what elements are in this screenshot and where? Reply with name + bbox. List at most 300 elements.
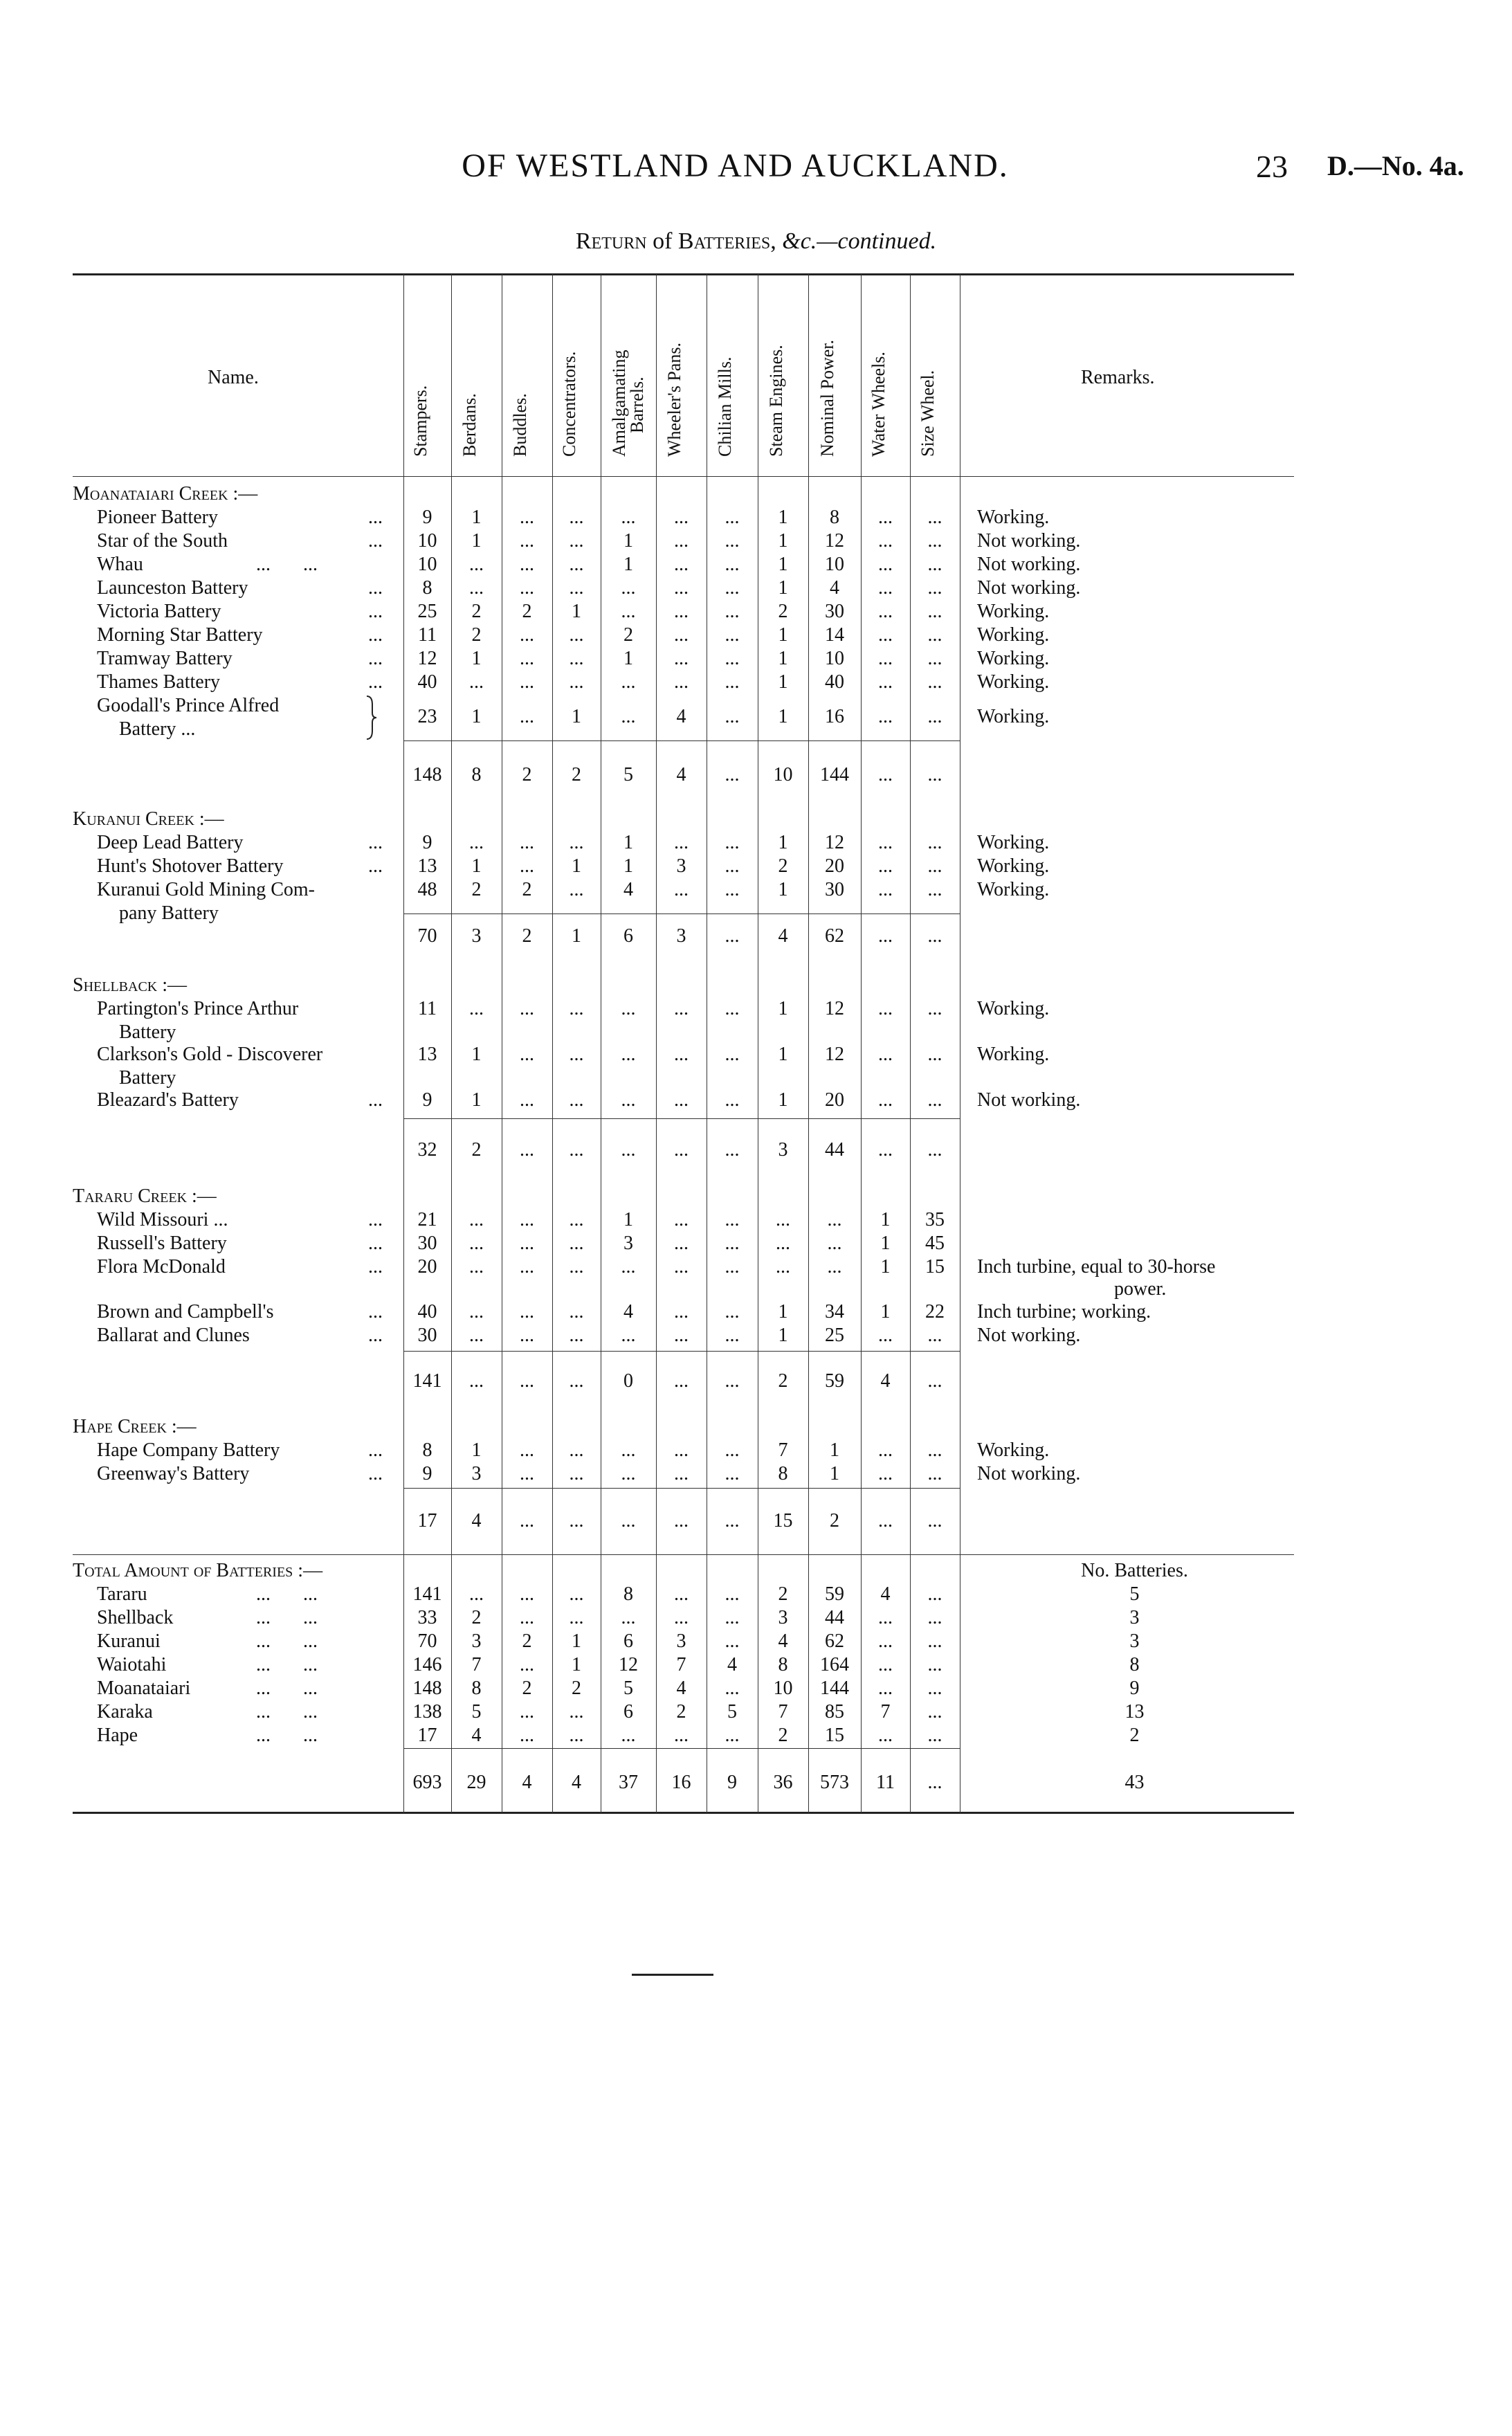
table-row <box>0 1439 1512 1463</box>
remark: Working. <box>977 879 1050 900</box>
data-cell: ... <box>725 1439 740 1461</box>
subtotal-rule <box>403 1351 960 1352</box>
total-cell: 4 <box>572 1772 581 1793</box>
page-title: OF WESTLAND AND AUCKLAND. <box>462 147 1009 184</box>
leader-dots: ... <box>368 648 383 669</box>
table-row <box>0 1256 1512 1300</box>
total-cell: ... <box>927 1510 942 1531</box>
data-cell: ... <box>621 1089 636 1111</box>
data-cell: 12 <box>825 832 844 853</box>
remark: Working. <box>977 624 1050 646</box>
data-cell: ... <box>569 624 584 646</box>
column-header-line: Barrels. <box>627 376 647 433</box>
column-header-amalgamating-barrels <box>610 318 646 457</box>
total-cell: 70 <box>417 925 437 947</box>
data-cell: 1 <box>572 1654 581 1675</box>
data-cell: ... <box>878 554 893 575</box>
data-cell: 12 <box>825 530 844 552</box>
data-cell: ... <box>520 1725 534 1746</box>
data-cell: 2 <box>522 601 532 622</box>
total-cell: ... <box>674 1510 689 1531</box>
total-cell: 62 <box>825 925 844 947</box>
data-cell: 1 <box>623 1209 633 1230</box>
data-cell: ... <box>725 855 740 877</box>
data-cell: 45 <box>925 1233 945 1254</box>
total-cell: ... <box>725 764 740 785</box>
data-cell: ... <box>621 1044 636 1065</box>
data-cell: ... <box>927 1325 942 1346</box>
data-cell: ... <box>569 530 584 552</box>
data-cell: 1 <box>778 648 788 669</box>
total-cell: ... <box>674 1139 689 1161</box>
data-cell: 4 <box>727 1654 737 1675</box>
data-cell: 40 <box>825 671 844 693</box>
total-cell: 4 <box>676 764 686 785</box>
remark: Not working. <box>977 530 1081 552</box>
data-cell: ... <box>674 507 689 528</box>
data-cell: ... <box>674 530 689 552</box>
data-cell: ... <box>674 1325 689 1346</box>
data-cell: ... <box>725 530 740 552</box>
data-cell: ... <box>725 554 740 575</box>
data-cell: 1 <box>880 1301 891 1322</box>
battery-name: Hape Company Battery <box>97 1439 280 1461</box>
data-cell: ... <box>569 1301 584 1322</box>
data-cell: 1 <box>471 1044 482 1065</box>
data-cell: 1 <box>471 855 482 877</box>
total-cell: 5 <box>623 764 633 785</box>
data-cell: ... <box>569 1233 584 1254</box>
data-cell: ... <box>674 577 689 599</box>
data-cell: ... <box>927 624 942 646</box>
batteries-count: 8 <box>1129 1654 1140 1675</box>
subtotal-rule <box>403 1748 960 1749</box>
data-cell: ... <box>878 1439 893 1461</box>
battery-name: Russell's Battery <box>97 1233 227 1254</box>
data-cell: 146 <box>412 1654 442 1675</box>
remark: Not working. <box>977 1089 1081 1111</box>
data-cell: ... <box>520 554 534 575</box>
leader-dots: ... <box>368 577 383 599</box>
remark: Working. <box>977 855 1050 877</box>
table-row <box>0 1630 1512 1654</box>
table-row <box>0 695 1512 740</box>
table-row <box>0 1233 1512 1256</box>
data-cell: 1 <box>572 855 581 877</box>
remark: Inch turbine, equal to 30-horse <box>977 1256 1216 1278</box>
data-cell: ... <box>878 1463 893 1484</box>
data-cell: ... <box>520 706 534 727</box>
data-cell: ... <box>927 998 942 1019</box>
data-cell: 1 <box>778 706 788 727</box>
total-cell: ... <box>878 925 893 947</box>
total-cell: 3 <box>778 1139 788 1161</box>
grand-total-row <box>0 1772 1512 1795</box>
total-cell: ... <box>569 1139 584 1161</box>
total-cell: 32 <box>417 1139 437 1161</box>
total-cell: 11 <box>876 1772 895 1793</box>
table-row <box>0 577 1512 601</box>
leader-dots: ... ... <box>256 1630 318 1652</box>
total-cell: ... <box>725 1370 740 1392</box>
data-cell: ... <box>927 507 942 528</box>
data-cell: 8 <box>422 1439 432 1461</box>
data-cell: ... <box>725 577 740 599</box>
data-cell: 1 <box>778 624 788 646</box>
data-cell: 2 <box>471 879 482 900</box>
data-cell: ... <box>927 879 942 900</box>
data-cell: ... <box>621 1256 636 1278</box>
total-cell: 2 <box>471 1139 482 1161</box>
data-cell: 5 <box>623 1678 633 1699</box>
data-cell: 70 <box>417 1630 437 1652</box>
remark: Not working. <box>977 554 1081 575</box>
section-row <box>0 808 1512 832</box>
data-cell: 2 <box>572 1678 581 1699</box>
data-cell: 7 <box>676 1654 686 1675</box>
data-cell: ... <box>621 1725 636 1746</box>
total-cell: 2 <box>778 1370 788 1392</box>
data-cell: ... <box>725 1089 740 1111</box>
battery-name: Shellback <box>97 1607 174 1628</box>
total-cell: ... <box>927 764 942 785</box>
total-cell: 2 <box>522 925 532 947</box>
data-cell: 25 <box>417 601 437 622</box>
data-cell: 1 <box>880 1256 891 1278</box>
data-cell: ... <box>469 1325 484 1346</box>
data-cell: 4 <box>676 1678 686 1699</box>
remark: Inch turbine; working. <box>977 1301 1151 1322</box>
total-cell: 6 <box>623 925 633 947</box>
data-cell: ... <box>520 671 534 693</box>
total-cell: 1 <box>572 925 581 947</box>
battery-name: Waiotahi <box>97 1654 167 1675</box>
data-cell: 10 <box>825 648 844 669</box>
battery-name: Flora McDonald <box>97 1256 226 1278</box>
data-cell: ... <box>469 577 484 599</box>
data-cell: ... <box>520 1325 534 1346</box>
leader-dots: ... <box>368 1256 383 1278</box>
leader-dots: ... <box>368 1233 383 1254</box>
column-header-wheelers-pans: Wheeler's Pans. <box>664 343 684 457</box>
data-cell: ... <box>469 1583 484 1605</box>
data-cell: ... <box>520 648 534 669</box>
data-cell: 1 <box>778 998 788 1019</box>
data-cell: 1 <box>623 554 633 575</box>
total-cell: 10 <box>773 764 793 785</box>
data-cell: ... <box>569 1089 584 1111</box>
remark: Working. <box>977 507 1050 528</box>
data-cell: 2 <box>778 601 788 622</box>
total-cell: ... <box>878 764 893 785</box>
section-label: Total Amount of Batteries :— <box>73 1560 323 1581</box>
total-cell: 4 <box>522 1772 532 1793</box>
data-cell: ... <box>725 1325 740 1346</box>
data-cell: 34 <box>825 1301 844 1322</box>
data-cell: 1 <box>778 1325 788 1346</box>
battery-name: Star of the South <box>97 530 228 552</box>
data-cell: ... <box>927 601 942 622</box>
total-cell: 29 <box>466 1772 486 1793</box>
data-cell: ... <box>520 1439 534 1461</box>
data-cell: ... <box>725 1044 740 1065</box>
battery-name: Bleazard's Battery <box>97 1089 239 1111</box>
data-cell: 10 <box>417 554 437 575</box>
column-header-water-wheels: Water Wheels. <box>868 352 889 457</box>
total-cell: 3 <box>471 925 482 947</box>
data-cell: 1 <box>471 530 482 552</box>
section-label: Tararu Creek :— <box>73 1185 217 1207</box>
data-cell: ... <box>569 1439 584 1461</box>
data-cell: ... <box>674 554 689 575</box>
remarks-column-heading: No. Batteries. <box>1081 1560 1188 1581</box>
data-cell: 1 <box>778 671 788 693</box>
column-header-line: Amalgamating <box>609 349 629 457</box>
data-cell: ... <box>520 1256 534 1278</box>
data-cell: ... <box>927 706 942 727</box>
table-row <box>0 671 1512 695</box>
brace-mark <box>364 695 378 750</box>
total-cell: ... <box>621 1510 636 1531</box>
data-cell: ... <box>469 554 484 575</box>
data-cell: ... <box>520 1209 534 1230</box>
data-cell: ... <box>878 1630 893 1652</box>
total-cell: ... <box>927 1139 942 1161</box>
total-cell: ... <box>520 1370 534 1392</box>
table-row <box>0 554 1512 577</box>
data-cell: 1 <box>623 648 633 669</box>
page-number: 23 <box>1256 149 1288 184</box>
data-cell: ... <box>725 1725 740 1746</box>
data-cell: 85 <box>825 1701 844 1723</box>
battery-name: Ballarat and Clunes <box>97 1325 250 1346</box>
battery-name: Thames Battery <box>97 671 221 693</box>
data-cell: ... <box>520 1583 534 1605</box>
data-cell: ... <box>621 1607 636 1628</box>
subtotal-row <box>0 1139 1512 1163</box>
table-row <box>0 1325 1512 1348</box>
total-cell: 15 <box>773 1510 793 1531</box>
data-cell: 8 <box>778 1463 788 1484</box>
data-cell: ... <box>621 577 636 599</box>
data-cell: 30 <box>417 1233 437 1254</box>
total-cell: 144 <box>820 764 849 785</box>
data-cell: 5 <box>471 1701 482 1723</box>
section-row <box>0 1185 1512 1209</box>
data-cell: ... <box>878 1725 893 1746</box>
data-cell: ... <box>927 577 942 599</box>
total-cell: 16 <box>671 1772 691 1793</box>
total-cell: 2 <box>830 1510 839 1531</box>
section-row <box>0 1416 1512 1439</box>
data-cell: ... <box>927 1630 942 1652</box>
data-cell: ... <box>725 601 740 622</box>
data-cell: ... <box>878 998 893 1019</box>
data-cell: ... <box>520 832 534 853</box>
data-cell: ... <box>927 1463 942 1484</box>
data-cell: ... <box>725 507 740 528</box>
data-cell: ... <box>927 1089 942 1111</box>
data-cell: 5 <box>727 1701 737 1723</box>
data-cell: ... <box>674 624 689 646</box>
table-row <box>0 530 1512 554</box>
data-cell: 2 <box>778 1583 788 1605</box>
data-cell: ... <box>520 1233 534 1254</box>
data-cell: 59 <box>825 1583 844 1605</box>
data-cell: 8 <box>471 1678 482 1699</box>
document-reference: D.—No. 4a. <box>1327 150 1464 181</box>
data-cell: ... <box>927 671 942 693</box>
data-cell: 8 <box>623 1583 633 1605</box>
data-cell: 1 <box>778 879 788 900</box>
total-cell: ... <box>927 1370 942 1392</box>
batteries-count: 13 <box>1124 1701 1145 1723</box>
data-cell: ... <box>569 1607 584 1628</box>
table-row <box>0 1044 1512 1089</box>
remark: Working. <box>977 601 1050 622</box>
data-cell: ... <box>674 1439 689 1461</box>
data-cell: ... <box>878 1607 893 1628</box>
table-row <box>0 624 1512 648</box>
data-cell: ... <box>621 601 636 622</box>
data-cell: ... <box>927 1044 942 1065</box>
data-cell: ... <box>927 648 942 669</box>
data-cell: 7 <box>778 1439 788 1461</box>
table-row <box>0 879 1512 924</box>
data-cell: ... <box>927 1701 942 1723</box>
leader-dots: ... ... <box>256 1678 318 1699</box>
table-subtitle: Return of Batteries, &c.—continued. <box>575 228 937 254</box>
total-cell: 4 <box>778 925 788 947</box>
data-cell: ... <box>520 577 534 599</box>
data-cell: ... <box>621 1439 636 1461</box>
column-header-remarks: Remarks. <box>1081 367 1155 388</box>
data-cell: 2 <box>778 855 788 877</box>
leader-dots: ... <box>368 624 383 646</box>
data-cell: ... <box>674 1607 689 1628</box>
table-row <box>0 1583 1512 1607</box>
table-row <box>0 832 1512 855</box>
data-cell: 21 <box>417 1209 437 1230</box>
data-cell: ... <box>878 624 893 646</box>
table-row <box>0 648 1512 671</box>
remark: Working. <box>977 998 1050 1019</box>
total-cell: ... <box>621 1139 636 1161</box>
data-cell: 1 <box>778 577 788 599</box>
data-cell: ... <box>927 855 942 877</box>
data-cell: 3 <box>623 1233 633 1254</box>
data-cell: ... <box>878 671 893 693</box>
total-cell: 59 <box>825 1370 844 1392</box>
data-cell: ... <box>878 1678 893 1699</box>
data-cell: 8 <box>778 1654 788 1675</box>
data-cell: 11 <box>418 624 437 646</box>
data-cell: 1 <box>623 832 633 853</box>
battery-name: Clarkson's Gold - Discoverer <box>97 1044 323 1065</box>
table-row <box>0 855 1512 879</box>
total-cell: ... <box>569 1510 584 1531</box>
remark: Working. <box>977 648 1050 669</box>
total-cell: 2 <box>522 764 532 785</box>
section-label: Shellback :— <box>73 974 188 996</box>
data-cell: 4 <box>778 1630 788 1652</box>
data-cell: 1 <box>778 1301 788 1322</box>
total-cell: 141 <box>412 1370 442 1392</box>
data-cell: 1 <box>623 855 633 877</box>
data-cell: ... <box>776 1256 790 1278</box>
total-cell: 44 <box>825 1139 844 1161</box>
table-row <box>0 1678 1512 1701</box>
battery-name-continued: Battery <box>119 1067 176 1089</box>
data-cell: ... <box>878 507 893 528</box>
data-cell: 1 <box>471 507 482 528</box>
table-row <box>0 1701 1512 1725</box>
data-cell: 44 <box>825 1607 844 1628</box>
data-cell: ... <box>827 1233 842 1254</box>
data-cell: ... <box>569 832 584 853</box>
data-cell: ... <box>725 879 740 900</box>
data-cell: 164 <box>820 1654 849 1675</box>
data-cell: ... <box>927 554 942 575</box>
section-row <box>0 974 1512 998</box>
data-cell: 30 <box>417 1325 437 1346</box>
data-cell: 20 <box>825 855 844 877</box>
data-cell: 30 <box>825 879 844 900</box>
data-cell: 1 <box>880 1233 891 1254</box>
data-cell: ... <box>878 706 893 727</box>
leader-dots: ... <box>368 1325 383 1346</box>
data-cell: ... <box>927 1607 942 1628</box>
data-cell: ... <box>520 1701 534 1723</box>
total-cell: 3 <box>676 925 686 947</box>
remark: Not working. <box>977 1325 1081 1346</box>
data-cell: ... <box>725 624 740 646</box>
total-cell: ... <box>469 1370 484 1392</box>
table-row <box>0 1209 1512 1233</box>
data-cell: ... <box>725 1209 740 1230</box>
data-cell: 1 <box>572 706 581 727</box>
total-cell: 573 <box>820 1772 849 1793</box>
data-cell: 12 <box>619 1654 638 1675</box>
data-cell: ... <box>674 1089 689 1111</box>
leader-dots: ... <box>368 530 383 552</box>
data-cell: 3 <box>471 1630 482 1652</box>
data-cell: 4 <box>676 706 686 727</box>
table-row <box>0 601 1512 624</box>
leader-dots: ... <box>368 832 383 853</box>
leader-dots: ... <box>368 855 383 877</box>
data-cell: 2 <box>522 879 532 900</box>
data-cell: ... <box>927 832 942 853</box>
column-header-buddles: Buddles. <box>509 393 530 457</box>
data-cell: 30 <box>825 601 844 622</box>
data-cell: 4 <box>623 1301 633 1322</box>
battery-name: Victoria Battery <box>97 601 221 622</box>
total-cell: ... <box>927 1772 942 1793</box>
data-cell: ... <box>878 1089 893 1111</box>
total-cell: ... <box>520 1510 534 1531</box>
data-cell: 1 <box>623 530 633 552</box>
data-cell: 144 <box>820 1678 849 1699</box>
data-cell: ... <box>878 879 893 900</box>
data-cell: ... <box>569 554 584 575</box>
data-cell: 13 <box>417 1044 437 1065</box>
battery-name: Tararu <box>97 1583 147 1605</box>
leader-dots: ... ... <box>256 1607 318 1628</box>
data-cell: ... <box>725 706 740 727</box>
data-cell: ... <box>674 1044 689 1065</box>
data-cell: ... <box>725 1256 740 1278</box>
